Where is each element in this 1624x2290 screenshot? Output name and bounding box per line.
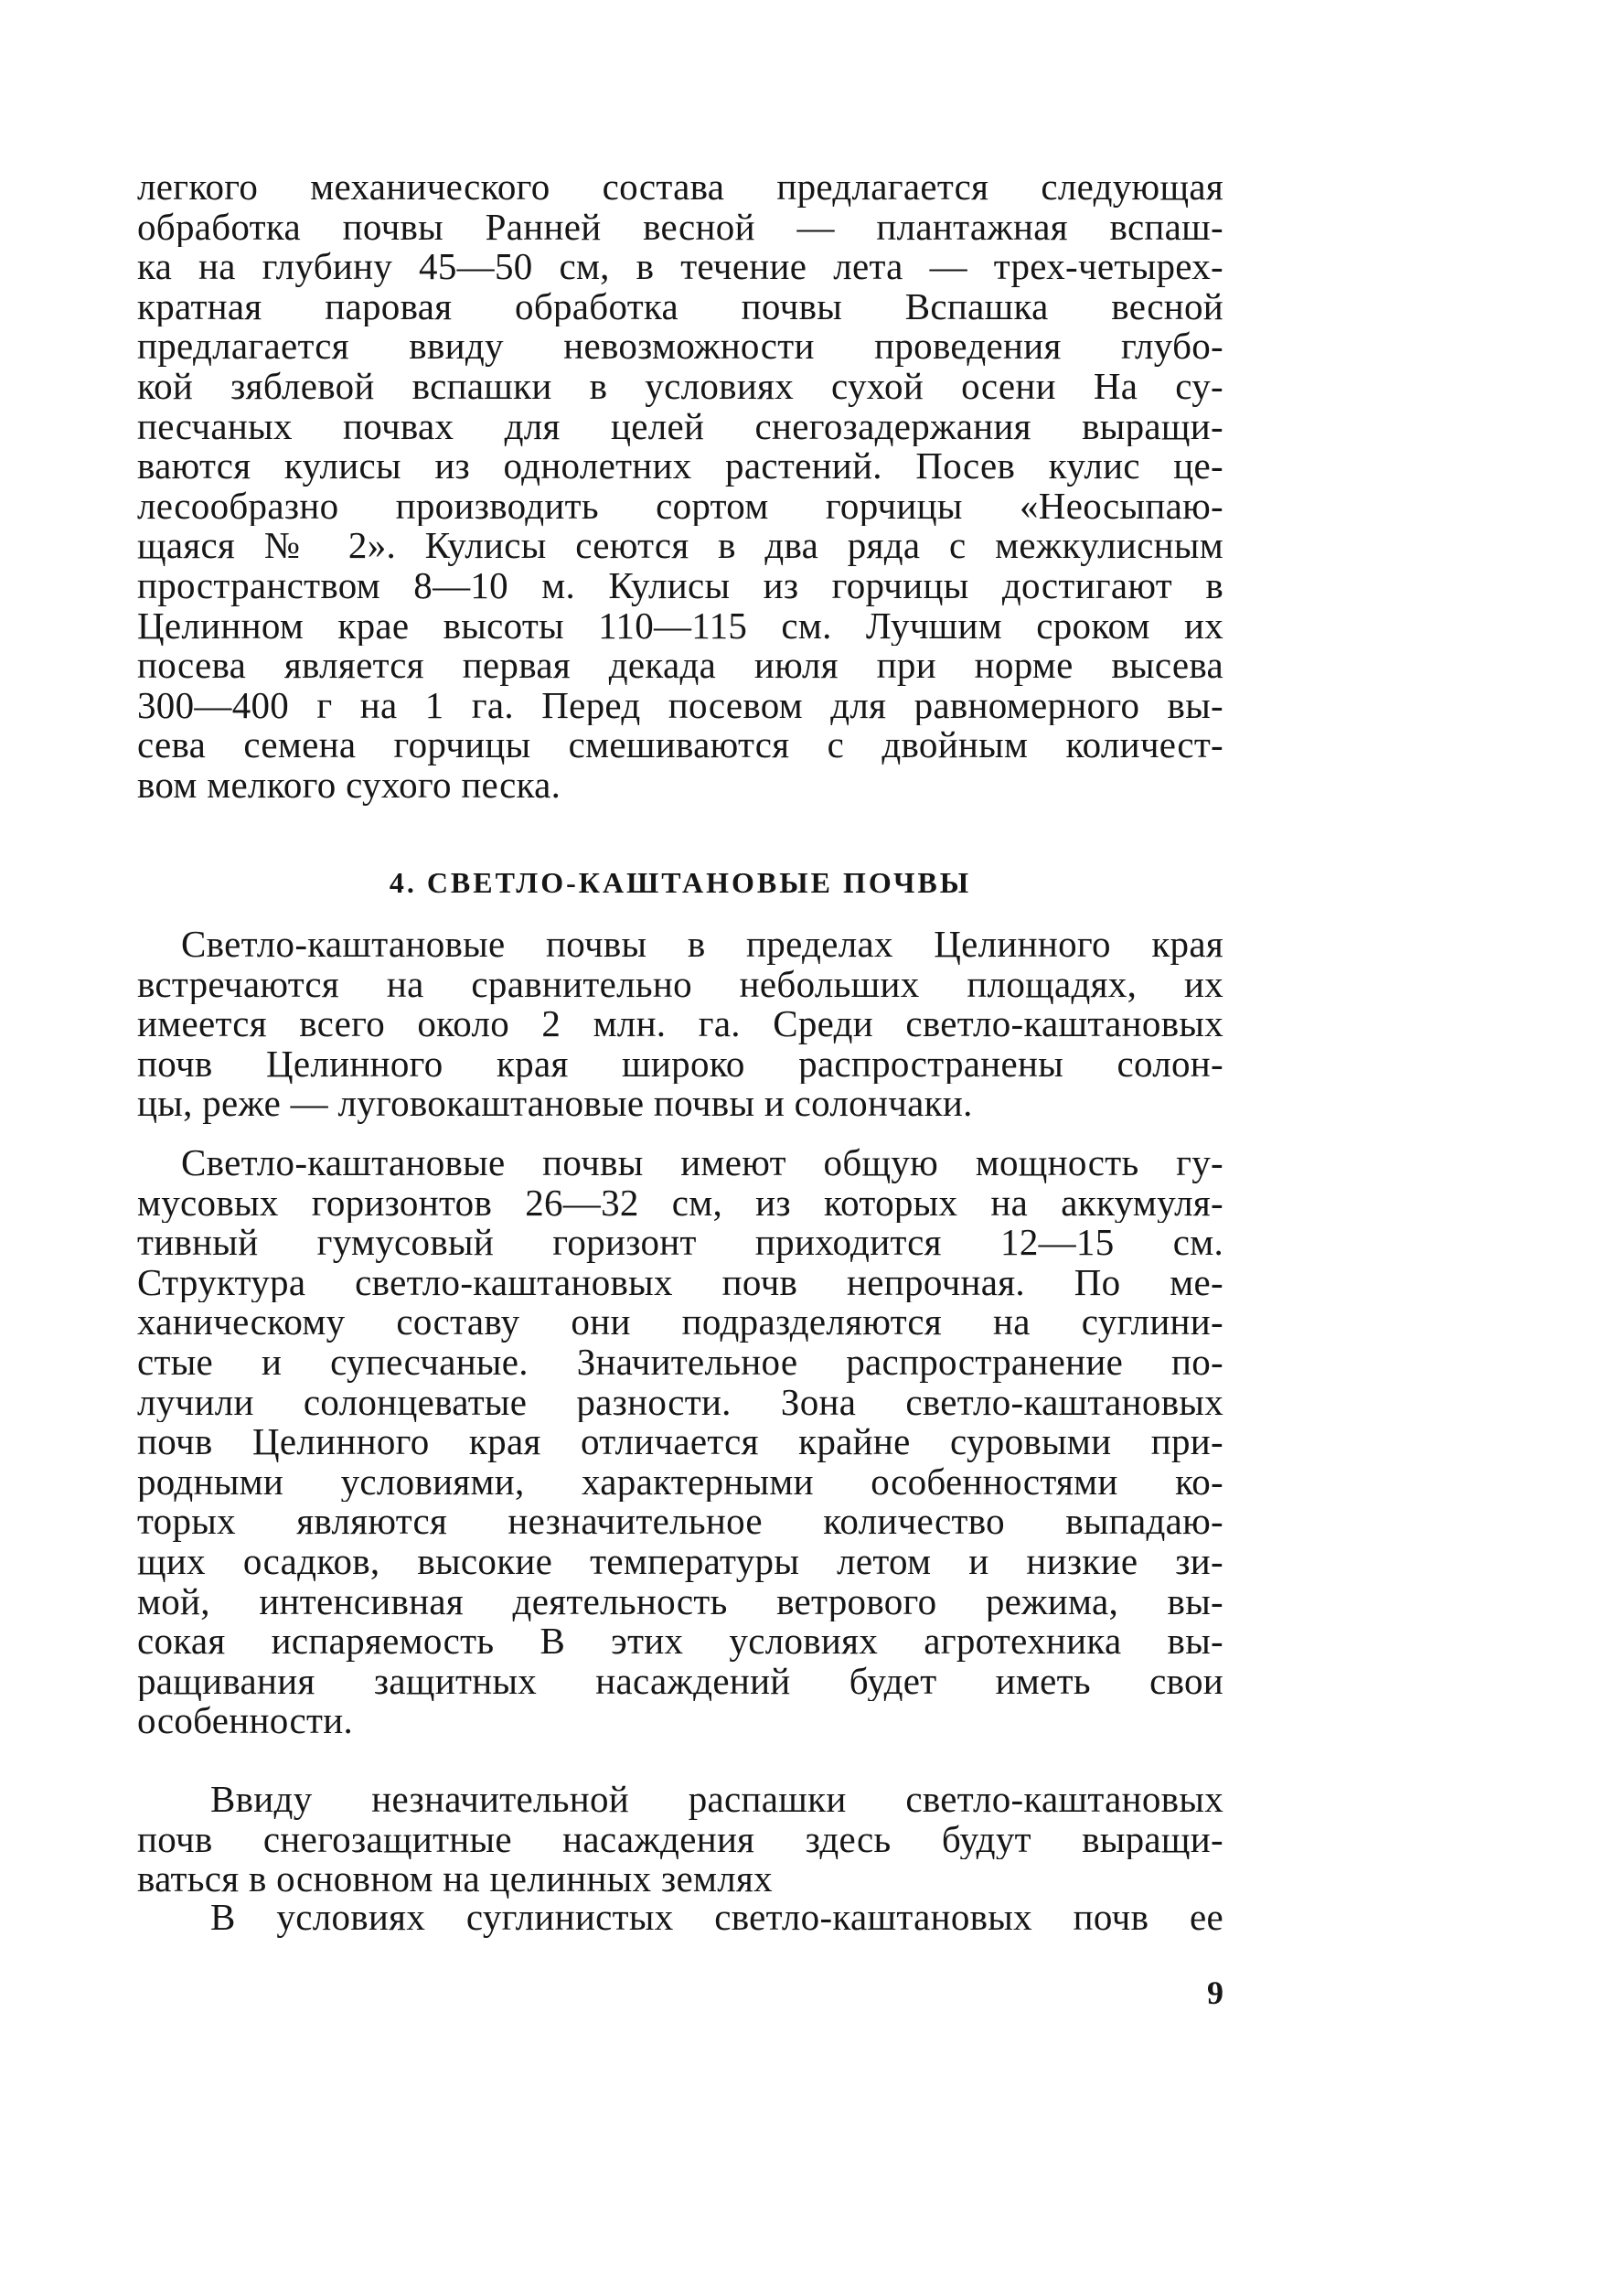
text-line: ханическому составу они подразделяются на суглини- [137,1302,1223,1343]
text-line: Структура светло-каштановых почв непрочная. По ме- [137,1262,1223,1303]
text-line: В условиях суглинистых светло-каштановых почв ее [210,1898,1223,1938]
text-line: ращивания защитных насаждений будет иметь свои [137,1661,1223,1702]
text-line: вом мелкого сухого песка. [137,765,561,806]
text-line: щаяся № 2». Кулисы сеются в два ряда с межкулисным [137,526,1223,566]
text-line: почв снегозащитные насаждения здесь будут выращи- [137,1819,1223,1860]
text-line: сокая испаряемость В этих условиях агротехника вы- [137,1621,1223,1662]
text-line: кой зяблевой вспашки в условиях сухой осени На су- [137,366,1223,407]
text-line: Целинном крае высоты 110—115 см. Лучшим сроком их [137,605,1223,647]
text-line: почв Целинного края отличается крайне суровыми при- [137,1422,1223,1462]
text-line: 300—400 г на 1 га. Перед посевом для равномерного вы- [137,685,1223,726]
text-line: легкого механического состава предлагается следующая [137,167,1223,208]
text-line: обработка почвы Ранней весной — плантажная вспаш- [137,207,1223,248]
paragraph-tillage [137,167,1223,806]
text-line: ваются кулисы из однолетних растений. Посев кулис це- [137,446,1223,487]
text-line: пространством 8—10 м. Кулисы из горчицы достигают в [137,565,1223,606]
text-line: кратная паровая обработка почвы Вспашка весной [137,286,1223,327]
text-line: мой, интенсивная деятельность ветрового режима, вы- [137,1581,1223,1622]
paragraph-loamy-soils [137,1898,1223,1938]
text-line: торых являются незначительное количество выпадаю- [137,1502,1223,1542]
text-line: родными условиями, характерными особенностями ко- [137,1461,1223,1503]
text-line: почв Целинного края широко распространены солон- [137,1043,1223,1085]
paragraph-virgin-lands [137,1780,1223,1899]
paragraph-distribution [137,925,1223,1124]
text-line: Ввиду незначительной распашки светло-каштановых [210,1780,1223,1820]
text-line: Светло-каштановые почвы имеют общую мощность гу- [181,1143,1223,1183]
text-line: особенности. [137,1701,354,1741]
text-line: Светло-каштановые почвы в пределах Целинного края [181,925,1223,965]
text-line: лесообразно производить сортом горчицы «Неосыпаю- [137,486,1223,527]
text-line: встречаются на сравнительно небольших площадях, их [137,964,1223,1005]
text-line: ка на глубину 45—50 см, в течение лета — трех-четырех- [137,247,1223,287]
text-line: имеется всего около 2 млн. га. Среди светло-каштановых [137,1004,1223,1044]
text-line: посева является первая декада июля при норме высева [137,646,1223,686]
section-heading: 4. СВЕТЛО-КАШТАНОВЫЕ ПОЧВЫ [389,866,972,899]
text-line: тивный гумусовый горизонт приходится 12—15 см. [137,1223,1223,1263]
text-line: сева семена горчицы смешиваются с двойным количест- [137,725,1223,765]
text-line: цы, реже — луговокаштановые почвы и солончаки. [137,1084,973,1124]
text-line: ваться в основном на целинных землях [137,1859,773,1899]
text-line: щих осадков, высокие температуры летом и низкие зи- [137,1541,1223,1582]
page-number: 9 [1207,1974,1223,2011]
text-line: предлагается ввиду невозможности проведения глубо- [137,326,1223,367]
text-line: лучили солонцеватые разности. Зона светло-каштановых [137,1382,1223,1423]
text-line: стые и супесчаные. Значительное распространение по- [137,1342,1223,1383]
paragraph-soil-properties [137,1143,1223,1741]
text-line: мусовых горизонтов 26—32 см, из которых на аккумуля- [137,1182,1223,1224]
text-line: песчаных почвах для целей снегозадержания выращи- [137,406,1223,447]
